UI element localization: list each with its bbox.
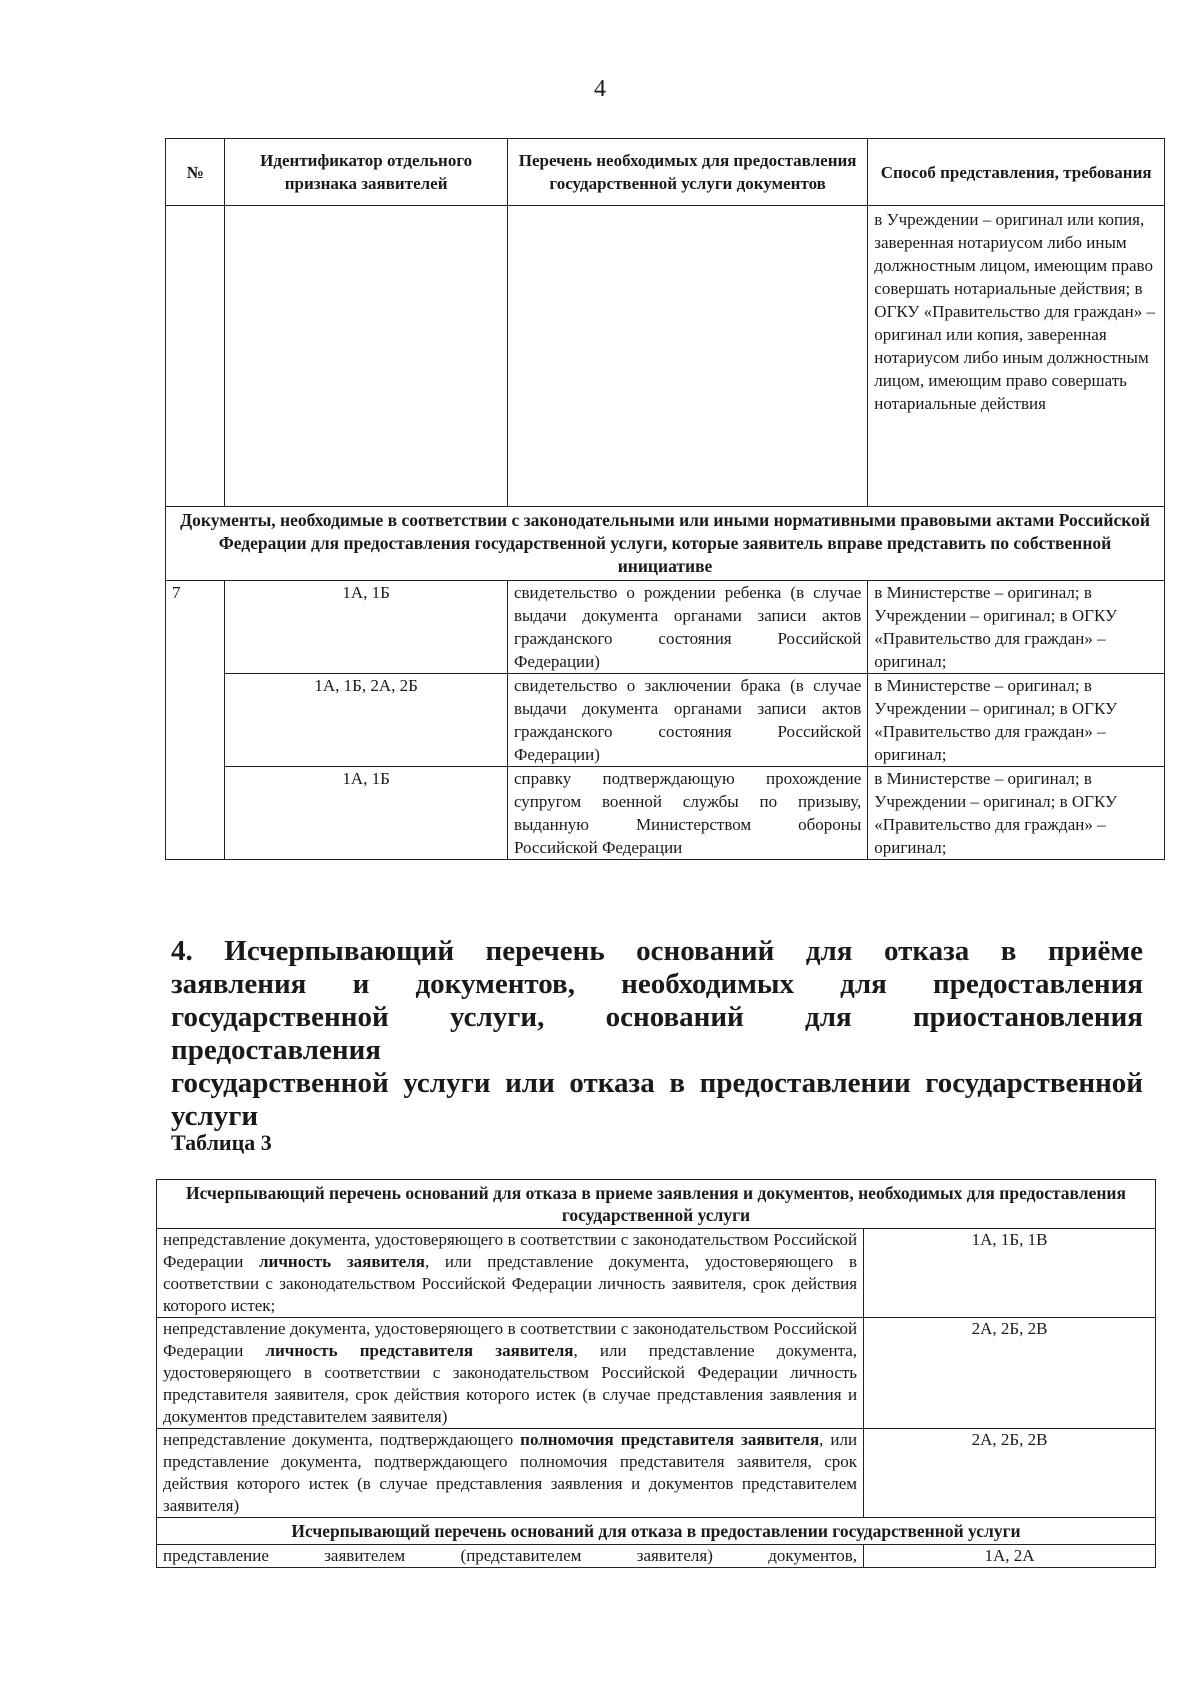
documents-table xyxy=(165,138,1165,860)
code-cell: 2А, 2Б, 2В xyxy=(864,1318,1156,1429)
row-num: 7 xyxy=(166,581,225,674)
row-num xyxy=(166,674,225,767)
section-title: Документы, необходимые в соответствии с законодательными или иными нормативными правовыми актами Российской Федерации для предоставления государственной услуги, которые заявитель вправе представить по собственной инициативе xyxy=(166,507,1165,581)
header-documents: Перечень необходимых для предоставления государственной услуги документов xyxy=(507,139,867,206)
row-identifier: 1А, 1Б xyxy=(225,767,508,860)
row-document: свидетельство о рождении ребенка (в случае выдачи документа органами записи актов гражданского состояния Российской Федерации) xyxy=(507,581,867,674)
table-row xyxy=(157,1229,1156,1318)
section-heading-line: государственной услуги или отказа в предоставлении государственной xyxy=(171,1067,1143,1099)
row-method: в Министерстве – оригинал; в Учреждении – оригинал; в ОГКУ «Правительство для граждан» – оригинал; xyxy=(868,674,1165,767)
table-row xyxy=(157,1429,1156,1518)
continuation-row xyxy=(166,206,1165,507)
reason-cell: представление заявителем (представителем заявителя) документов, xyxy=(157,1545,864,1568)
row-num xyxy=(166,767,225,860)
row-document: справку подтверждающую прохождение супругом военной службы по призыву, выданную Министерством обороны Российской Федерации xyxy=(507,767,867,860)
row-identifier: 1А, 1Б, 2А, 2Б xyxy=(225,674,508,767)
section-heading xyxy=(171,935,1143,1133)
section-heading-line: государственной услуги, оснований для приостановления предоставления xyxy=(171,1001,1143,1066)
group-header xyxy=(157,1180,1156,1229)
table-row xyxy=(166,674,1165,767)
code-cell: 2А, 2Б, 2В xyxy=(864,1429,1156,1518)
code-cell: 1А, 2А xyxy=(864,1545,1156,1568)
header-method: Способ представления, требования xyxy=(868,139,1165,206)
reason-cell: непредставление документа, удостоверяющего в соответствии с законодательством Российской Федерации личность представителя заявителя, или представление документа, удостоверяющего в соответствии с законодательством Российской Федерации личность представителя заявителя, срок действия которого истек (в случае представления заявления и документов представителем заявителя) xyxy=(157,1318,864,1429)
group-header xyxy=(157,1518,1156,1545)
page-number: 4 xyxy=(594,76,606,102)
continuation-method-cell: в Учреждении – оригинал или копия, заверенная нотариусом либо иным должностным лицом, имеющим право совершать нотариальные действия; в ОГКУ «Правительство для граждан» – оригинал или копия, заверенная нотариусом либо иным должностным лицом, имеющим право совершать нотариальные действия xyxy=(868,206,1165,507)
table-row xyxy=(157,1545,1156,1568)
table-row xyxy=(166,581,1165,674)
table-row xyxy=(157,1318,1156,1429)
row-identifier: 1А, 1Б xyxy=(225,581,508,674)
code-cell: 1А, 1Б, 1В xyxy=(864,1229,1156,1318)
reason-cell: непредставление документа, удостоверяющего в соответствии с законодательством Российской Федерации личность заявителя, или представление документа, удостоверяющего в соответствии с законодательством Российской Федерации личность заявителя, срок действия которого истек; xyxy=(157,1229,864,1318)
group1-title: Исчерпывающий перечень оснований для отказа в приеме заявления и документов, необходимых для предоставления государственной услуги xyxy=(157,1180,1156,1229)
row-method: в Министерстве – оригинал; в Учреждении – оригинал; в ОГКУ «Правительство для граждан» – оригинал; xyxy=(868,767,1165,860)
table-caption: Таблица 3 xyxy=(171,1130,272,1155)
refusal-grounds-table xyxy=(156,1179,1156,1568)
section-row xyxy=(166,507,1165,581)
section-heading-line: услуги xyxy=(171,1100,259,1132)
header-identifier: Идентификатор отдельного признака заявителей xyxy=(225,139,508,206)
header-num: № xyxy=(166,139,225,206)
reason-cell: непредставление документа, подтверждающего полномочия представителя заявителя, или представление документа, подтверждающего полномочия представителя заявителя, срок действия которого истек (в случае представления заявления и документов представителем заявителя) xyxy=(157,1429,864,1518)
group2-title: Исчерпывающий перечень оснований для отказа в предоставлении государственной услуги xyxy=(157,1518,1156,1545)
table-row xyxy=(166,767,1165,860)
section-heading-line: 4. Исчерпывающий перечень оснований для отказа в приёме xyxy=(171,935,1143,967)
row-document: свидетельство о заключении брака (в случае выдачи документа органами записи актов гражданского состояния Российской Федерации) xyxy=(507,674,867,767)
section-heading-line: заявления и документов, необходимых для предоставления xyxy=(171,968,1143,1000)
documents-table-header xyxy=(166,139,1165,206)
row-method: в Министерстве – оригинал; в Учреждении – оригинал; в ОГКУ «Правительство для граждан» – оригинал; xyxy=(868,581,1165,674)
